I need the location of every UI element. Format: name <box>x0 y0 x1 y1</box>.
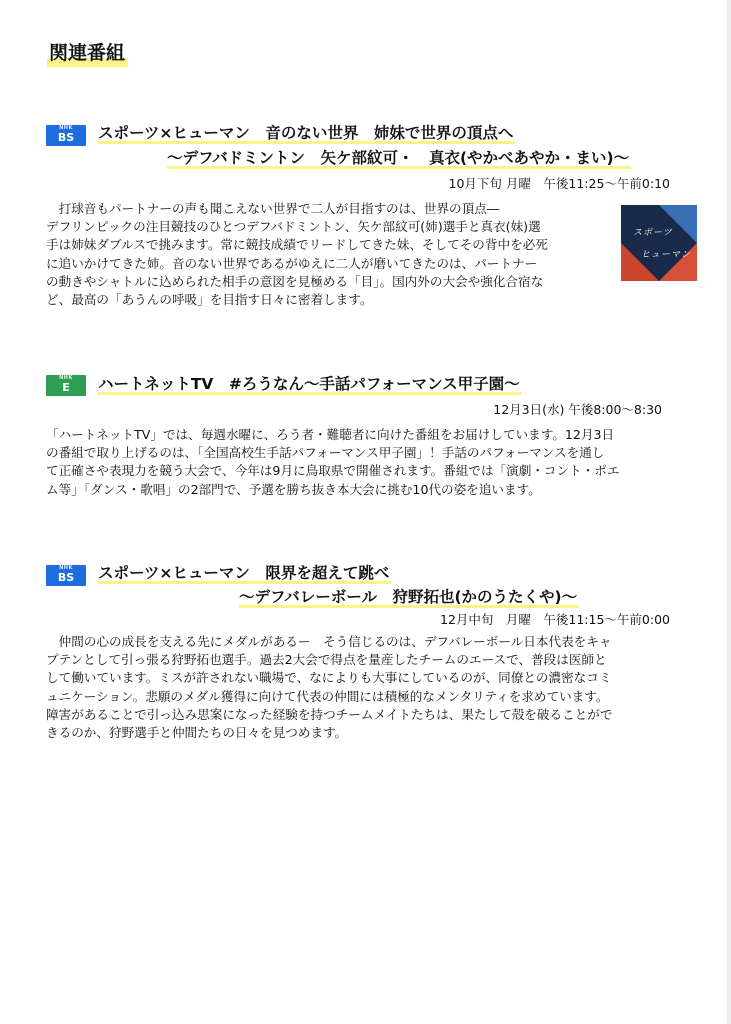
program-description: 「ハートネットTV」では、毎週水曜に、ろう者・難聴者に向けた番組をお届けしています。12月3日 の番組で取り上げるのは、「全国高校生手話パフォーマンス甲子園」！手話のパフォーマンスを通し て正確さや表現力を競う大会で、今年は9月に鳥取県で開催されます。番組では「演劇・コント・ポエ ム等」「ダンス・歌唱」の2部門で、予選を勝ち抜き本大会に挑む10代の姿を追います。 <box>46 427 620 497</box>
program-title-line2: ～デフバレーボール 狩野拓也(かのうたくや)～ <box>239 588 578 606</box>
program-description: 打球音もパートナーの声も聞こえない世界で二人が目指すのは、世界の頂点― デフリンピックの注目競技のひとつデフバドミントン、矢ケ部紋可(姉)選手と真衣(妹)選 手は姉妹ダブルスで挑みます。常に競技成績でリードしてきた妹、そしてその背中を必死 に追いかけてきた姉。音のない世界であるがゆえに二人が磨いてきたのは、パートナー の動きやシャトルに込められた相手の意図を見極める「目」。国内外の大会や強化合宿な ど、最高の「あうんの呼吸」を目指す日々に密着します。 <box>46 201 548 308</box>
program-title-line1: スポーツ×ヒューマン 限界を超えて跳べ <box>98 564 390 582</box>
nhk-bs-badge: NHK BS <box>46 125 86 146</box>
nhk-bs-badge: NHK BS <box>46 565 86 586</box>
program-title-line2: ～デフバドミントン 矢ケ部紋可・ 真衣(やかべあやか・まい)～ <box>167 149 630 167</box>
program-description: 仲間の心の成長を支える先にメダルがあるー そう信じるのは、デフバレーボール日本代表をキャ プテンとして引っ張る狩野拓也選手。過去2大会で得点を量産したチームのエースで、普段は医師と して働いています。ミスが許されない職場で、なによりも大事にしているのが、同僚との濃密なコミ ュニケーション。悲願のメダル獲得に向けて代表の仲間には積極的なメンタリティを求めています。 障害があることで引っ込み思案になった経験を持つチームメイトたちは、果たして殻を破ることがで きるのか、狩野選手と仲間たちの日々を見つめます。 <box>46 634 613 741</box>
program-title-line1: ハートネットTV #ろうなん～手話パフォーマンス甲子園～ <box>98 375 520 393</box>
thumbnail-graphic <box>621 205 697 281</box>
program-sports-human-volleyball <box>46 563 678 763</box>
thumbnail-text-line1: スポーツ <box>633 228 673 238</box>
thumbnail-text-line2: ヒューマン <box>641 250 692 260</box>
program-thumbnail <box>621 205 697 281</box>
page-edge <box>727 0 731 1024</box>
program-schedule: 10月下旬 月曜 午後11:25～午前0:10 <box>448 176 670 191</box>
program-sports-human-badminton <box>46 123 692 323</box>
nhk-e-badge: NHK E <box>46 375 86 396</box>
program-schedule: 12月3日(水) 午後8:00～8:30 <box>493 402 662 417</box>
page-title: 関連番組 <box>47 38 128 67</box>
program-heartnet-tv <box>46 374 678 514</box>
program-schedule: 12月中旬 月曜 午後11:15～午前0:00 <box>440 612 670 627</box>
program-title-line1: スポーツ×ヒューマン 音のない世界 姉妹で世界の頂点へ <box>98 124 514 142</box>
